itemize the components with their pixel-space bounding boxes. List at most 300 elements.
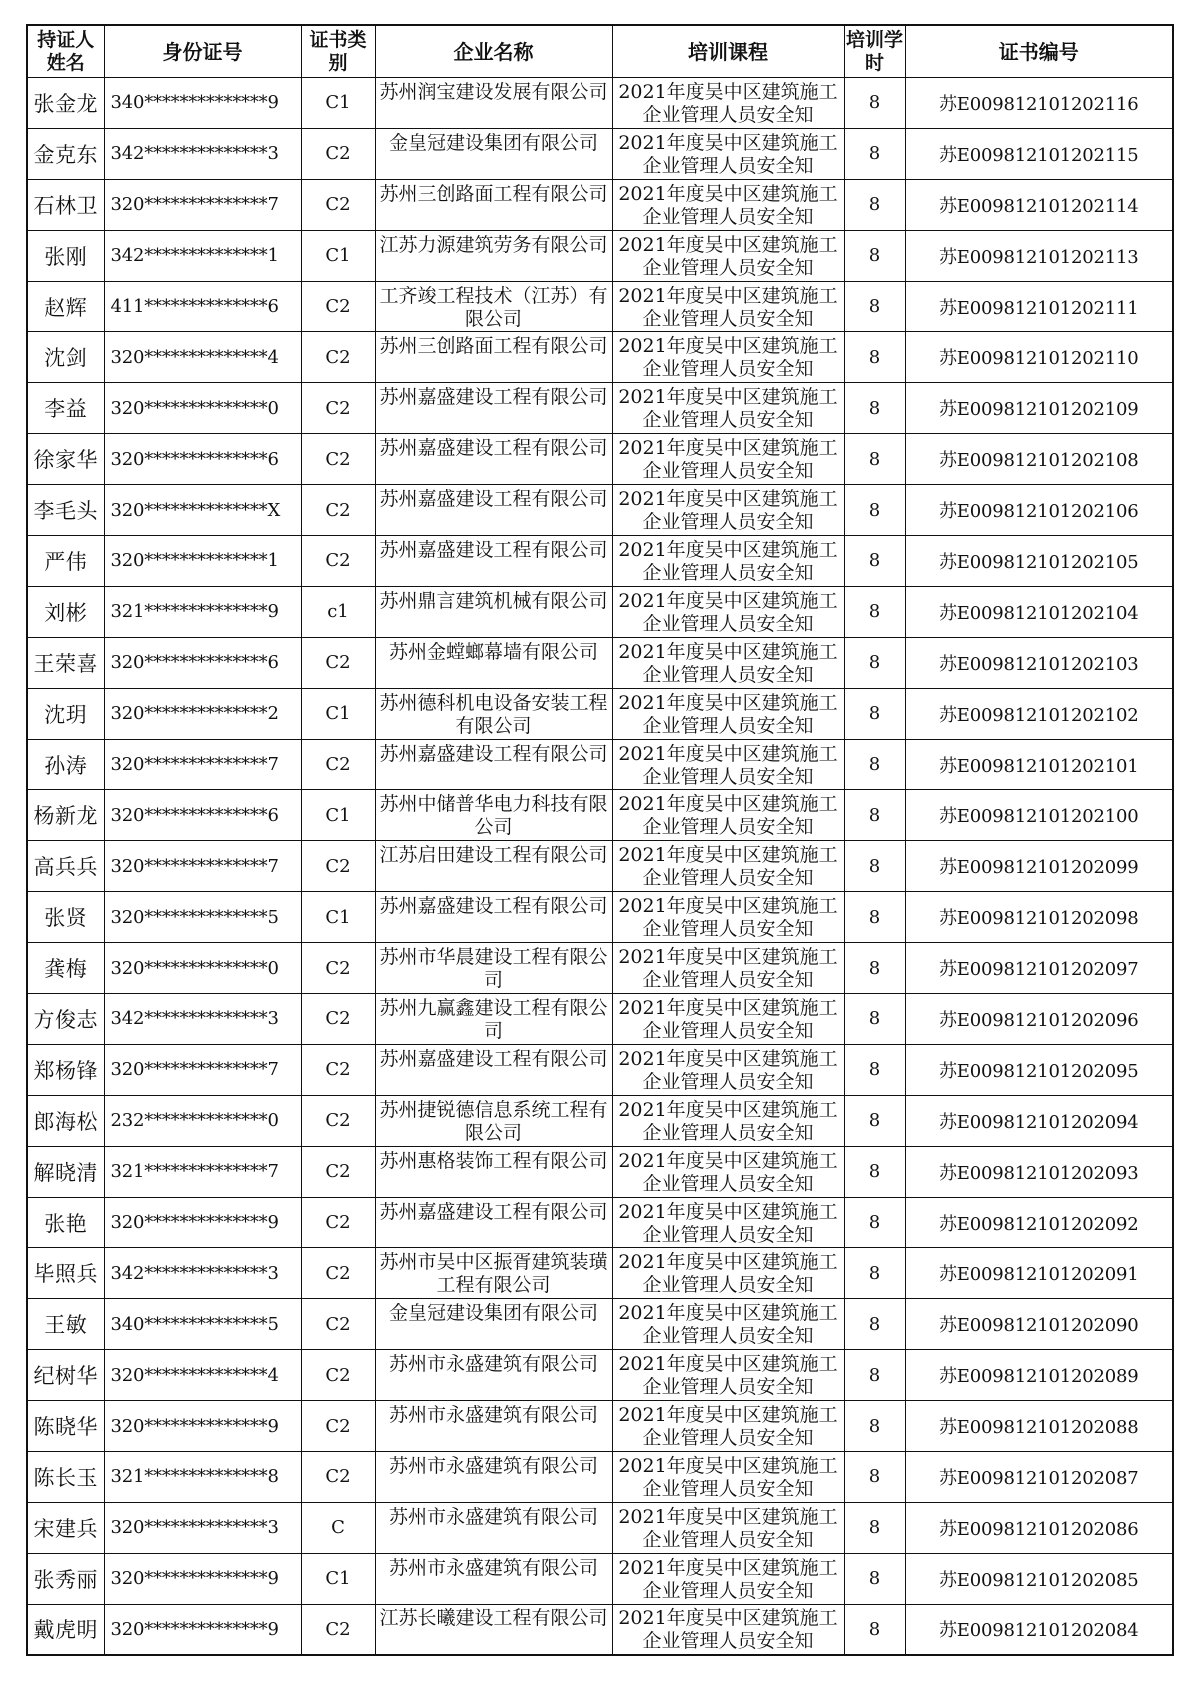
training-hours-cell: 8 [844, 1299, 905, 1350]
cert-number-cell: 苏E009812101202113 [905, 230, 1173, 281]
training-hours-cell: 8 [844, 637, 905, 688]
course-cell [612, 841, 844, 892]
table-header [27, 25, 1173, 78]
table-row [27, 434, 1173, 485]
certificate-roster-table [26, 24, 1174, 1656]
cert-type-cell: C1 [301, 688, 375, 739]
course-cell [612, 943, 844, 994]
holder-name-cell: 李益 [27, 383, 104, 434]
company-cell [375, 434, 612, 485]
cert-number-cell: 苏E009812101202114 [905, 179, 1173, 230]
company-cell-text: 苏州市永盛建筑有限公司 [388, 1454, 598, 1477]
table-row [27, 1350, 1173, 1401]
course-cell-text: 2021年度吴中区建筑施工企业管理人员安全知 [618, 284, 838, 330]
course-cell-text: 2021年度吴中区建筑施工企业管理人员安全知 [618, 691, 838, 737]
course-cell [612, 128, 844, 179]
course-cell-text: 2021年度吴中区建筑施工企业管理人员安全知 [618, 793, 838, 839]
company-cell-text: 苏州嘉盛建设工程有限公司 [379, 742, 608, 765]
cert-number-cell: 苏E009812101202116 [905, 78, 1173, 129]
id-number-cell: 320**************5 [104, 892, 301, 943]
id-number-cell: 340**************9 [104, 78, 301, 129]
holder-name-cell: 郎海松 [27, 1095, 104, 1146]
cert-type-cell: C2 [301, 1299, 375, 1350]
company-cell-text: 苏州嘉盛建设工程有限公司 [379, 538, 608, 561]
cert-number-cell: 苏E009812101202087 [905, 1452, 1173, 1503]
training-hours-cell: 8 [844, 1095, 905, 1146]
table-row [27, 943, 1173, 994]
cert-number-cell: 苏E009812101202110 [905, 332, 1173, 383]
holder-name-cell: 金克东 [27, 128, 104, 179]
company-cell [375, 586, 612, 637]
id-number-cell: 342**************3 [104, 128, 301, 179]
company-cell-text: 苏州德科机电设备安装工程有限公司 [379, 691, 608, 737]
cert-number-cell: 苏E009812101202115 [905, 128, 1173, 179]
id-number-cell: 411**************6 [104, 281, 301, 332]
training-hours-cell: 8 [844, 790, 905, 841]
id-number-cell: 320**************9 [104, 1197, 301, 1248]
cert-type-cell: C2 [301, 281, 375, 332]
id-number-cell: 342**************3 [104, 1248, 301, 1299]
header-course: 培训课程 [612, 25, 844, 78]
cert-type-cell: C2 [301, 1350, 375, 1401]
id-number-cell: 321**************8 [104, 1452, 301, 1503]
holder-name-cell: 宋建兵 [27, 1502, 104, 1553]
cert-number-cell: 苏E009812101202098 [905, 892, 1173, 943]
course-cell [612, 1146, 844, 1197]
company-cell [375, 383, 612, 434]
holder-name-cell: 毕照兵 [27, 1248, 104, 1299]
training-hours-cell: 8 [844, 434, 905, 485]
table-row [27, 1452, 1173, 1503]
holder-name-cell: 张贤 [27, 892, 104, 943]
table-row [27, 1248, 1173, 1299]
cert-type-cell: C2 [301, 1197, 375, 1248]
id-number-cell: 320**************9 [104, 1604, 301, 1655]
holder-name-cell: 陈晓华 [27, 1401, 104, 1452]
cert-number-cell: 苏E009812101202089 [905, 1350, 1173, 1401]
holder-name-cell: 郑杨锋 [27, 1044, 104, 1095]
cert-number-cell: 苏E009812101202102 [905, 688, 1173, 739]
company-cell [375, 637, 612, 688]
table-row [27, 841, 1173, 892]
cert-type-cell: C2 [301, 841, 375, 892]
company-cell-text: 苏州市永盛建筑有限公司 [388, 1556, 598, 1579]
company-cell [375, 1248, 612, 1299]
course-cell-text: 2021年度吴中区建筑施工企业管理人员安全知 [618, 1251, 838, 1297]
course-cell-text: 2021年度吴中区建筑施工企业管理人员安全知 [618, 1556, 838, 1602]
table-row [27, 892, 1173, 943]
id-number-cell: 320**************6 [104, 637, 301, 688]
cert-number-cell: 苏E009812101202097 [905, 943, 1173, 994]
training-hours-cell: 8 [844, 332, 905, 383]
course-cell [612, 536, 844, 587]
cert-type-cell: c1 [301, 586, 375, 637]
id-number-cell: 320**************4 [104, 332, 301, 383]
id-number-cell: 320**************9 [104, 1401, 301, 1452]
company-cell-text: 苏州嘉盛建设工程有限公司 [379, 1200, 608, 1223]
training-hours-cell: 8 [844, 1553, 905, 1604]
cert-number-cell: 苏E009812101202093 [905, 1146, 1173, 1197]
training-hours-cell: 8 [844, 1197, 905, 1248]
course-cell-text: 2021年度吴中区建筑施工企业管理人员安全知 [618, 946, 838, 992]
id-number-cell: 320**************9 [104, 1553, 301, 1604]
company-cell [375, 1095, 612, 1146]
course-cell [612, 688, 844, 739]
cert-type-cell: C [301, 1502, 375, 1553]
company-cell [375, 1299, 612, 1350]
cert-type-cell: C1 [301, 892, 375, 943]
cert-type-cell: C2 [301, 1095, 375, 1146]
cert-number-cell: 苏E009812101202105 [905, 536, 1173, 587]
course-cell-text: 2021年度吴中区建筑施工企业管理人员安全知 [618, 386, 838, 432]
company-cell-text: 苏州市华晨建设工程有限公司 [379, 946, 608, 992]
company-cell-text: 江苏启田建设工程有限公司 [379, 844, 608, 867]
table-row [27, 383, 1173, 434]
table-row [27, 230, 1173, 281]
course-cell-text: 2021年度吴中区建筑施工企业管理人员安全知 [618, 996, 838, 1042]
holder-name-cell: 戴虎明 [27, 1604, 104, 1655]
course-cell [612, 332, 844, 383]
id-number-cell: 340**************5 [104, 1299, 301, 1350]
table-body [27, 78, 1173, 1656]
company-cell [375, 994, 612, 1045]
cert-number-cell: 苏E009812101202088 [905, 1401, 1173, 1452]
id-number-cell: 320**************X [104, 485, 301, 536]
training-hours-cell: 8 [844, 1146, 905, 1197]
course-cell [612, 179, 844, 230]
company-cell [375, 688, 612, 739]
company-cell [375, 1401, 612, 1452]
company-cell [375, 892, 612, 943]
id-number-cell: 320**************0 [104, 383, 301, 434]
course-cell-text: 2021年度吴中区建筑施工企业管理人员安全知 [618, 1353, 838, 1399]
course-cell [612, 1553, 844, 1604]
course-cell [612, 434, 844, 485]
id-number-cell: 232**************0 [104, 1095, 301, 1146]
company-cell [375, 1197, 612, 1248]
holder-name-cell: 严伟 [27, 536, 104, 587]
cert-number-cell: 苏E009812101202094 [905, 1095, 1173, 1146]
course-cell-text: 2021年度吴中区建筑施工企业管理人员安全知 [618, 437, 838, 483]
training-hours-cell: 8 [844, 943, 905, 994]
header-id-number: 身份证号 [104, 25, 301, 78]
id-number-cell: 320**************2 [104, 688, 301, 739]
training-hours-cell: 8 [844, 1401, 905, 1452]
table-row [27, 790, 1173, 841]
company-cell-text: 苏州嘉盛建设工程有限公司 [379, 1047, 608, 1070]
header-training-hours: 培训学时 [844, 25, 905, 78]
training-hours-cell: 8 [844, 1502, 905, 1553]
training-hours-cell: 8 [844, 1044, 905, 1095]
training-hours-cell: 8 [844, 586, 905, 637]
table-row [27, 1401, 1173, 1452]
cert-number-cell: 苏E009812101202111 [905, 281, 1173, 332]
course-cell [612, 1401, 844, 1452]
course-cell-text: 2021年度吴中区建筑施工企业管理人员安全知 [618, 844, 838, 890]
cert-number-cell: 苏E009812101202091 [905, 1248, 1173, 1299]
holder-name-cell: 张金龙 [27, 78, 104, 129]
course-cell [612, 739, 844, 790]
id-number-cell: 320**************7 [104, 841, 301, 892]
course-cell-text: 2021年度吴中区建筑施工企业管理人员安全知 [618, 640, 838, 686]
course-cell [612, 790, 844, 841]
id-number-cell: 320**************6 [104, 790, 301, 841]
table-row [27, 1502, 1173, 1553]
id-number-cell: 320**************7 [104, 1044, 301, 1095]
header-cert-type: 证书类别 [301, 25, 375, 78]
cert-number-cell: 苏E009812101202106 [905, 485, 1173, 536]
holder-name-cell: 陈长玉 [27, 1452, 104, 1503]
course-cell [612, 485, 844, 536]
cert-type-cell: C2 [301, 1401, 375, 1452]
id-number-cell: 320**************6 [104, 434, 301, 485]
course-cell [612, 1248, 844, 1299]
company-cell [375, 536, 612, 587]
id-number-cell: 320**************4 [104, 1350, 301, 1401]
training-hours-cell: 8 [844, 536, 905, 587]
holder-name-cell: 龚梅 [27, 943, 104, 994]
table-row [27, 1553, 1173, 1604]
course-cell [612, 1604, 844, 1655]
company-cell [375, 1044, 612, 1095]
company-cell-text: 江苏力源建筑劳务有限公司 [379, 233, 608, 256]
course-cell-text: 2021年度吴中区建筑施工企业管理人员安全知 [618, 1302, 838, 1348]
company-cell [375, 485, 612, 536]
training-hours-cell: 8 [844, 78, 905, 129]
cert-type-cell: C2 [301, 128, 375, 179]
company-cell-text: 苏州捷锐德信息系统工程有限公司 [379, 1098, 608, 1144]
company-cell [375, 943, 612, 994]
id-number-cell: 321**************7 [104, 1146, 301, 1197]
company-cell [375, 1452, 612, 1503]
cert-type-cell: C2 [301, 1146, 375, 1197]
table-row [27, 1299, 1173, 1350]
training-hours-cell: 8 [844, 841, 905, 892]
holder-name-cell: 刘彬 [27, 586, 104, 637]
company-cell [375, 128, 612, 179]
training-hours-cell: 8 [844, 128, 905, 179]
course-cell-text: 2021年度吴中区建筑施工企业管理人员安全知 [618, 538, 838, 584]
id-number-cell: 320**************7 [104, 179, 301, 230]
training-hours-cell: 8 [844, 230, 905, 281]
table-row [27, 536, 1173, 587]
course-cell-text: 2021年度吴中区建筑施工企业管理人员安全知 [618, 1505, 838, 1551]
cert-number-cell: 苏E009812101202103 [905, 637, 1173, 688]
course-cell-text: 2021年度吴中区建筑施工企业管理人员安全知 [618, 1607, 838, 1653]
table-row [27, 179, 1173, 230]
header-company: 企业名称 [375, 25, 612, 78]
table-row [27, 78, 1173, 129]
id-number-cell: 320**************3 [104, 1502, 301, 1553]
company-cell [375, 1350, 612, 1401]
course-cell-text: 2021年度吴中区建筑施工企业管理人员安全知 [618, 1047, 838, 1093]
training-hours-cell: 8 [844, 1604, 905, 1655]
course-cell [612, 1350, 844, 1401]
holder-name-cell: 孙涛 [27, 739, 104, 790]
course-cell-text: 2021年度吴中区建筑施工企业管理人员安全知 [618, 1404, 838, 1450]
company-cell-text: 苏州三创路面工程有限公司 [379, 335, 608, 358]
company-cell [375, 332, 612, 383]
cert-number-cell: 苏E009812101202096 [905, 994, 1173, 1045]
cert-number-cell: 苏E009812101202101 [905, 739, 1173, 790]
company-cell-text: 苏州鼎言建筑机械有限公司 [379, 589, 608, 612]
course-cell [612, 383, 844, 434]
company-cell [375, 790, 612, 841]
training-hours-cell: 8 [844, 994, 905, 1045]
holder-name-cell: 石林卫 [27, 179, 104, 230]
company-cell [375, 739, 612, 790]
cert-type-cell: C1 [301, 790, 375, 841]
company-cell [375, 78, 612, 129]
company-cell [375, 281, 612, 332]
course-cell [612, 1299, 844, 1350]
holder-name-cell: 解晓清 [27, 1146, 104, 1197]
company-cell-text: 苏州嘉盛建设工程有限公司 [379, 386, 608, 409]
course-cell-text: 2021年度吴中区建筑施工企业管理人员安全知 [618, 335, 838, 381]
training-hours-cell: 8 [844, 1248, 905, 1299]
cert-number-cell: 苏E009812101202099 [905, 841, 1173, 892]
table-row [27, 637, 1173, 688]
cert-type-cell: C1 [301, 78, 375, 129]
company-cell-text: 苏州市吴中区振胥建筑装璜工程有限公司 [379, 1251, 608, 1297]
cert-number-cell: 苏E009812101202090 [905, 1299, 1173, 1350]
course-cell-text: 2021年度吴中区建筑施工企业管理人员安全知 [618, 1200, 838, 1246]
holder-name-cell: 杨新龙 [27, 790, 104, 841]
cert-type-cell: C2 [301, 332, 375, 383]
cert-number-cell: 苏E009812101202092 [905, 1197, 1173, 1248]
company-cell-text: 江苏长曦建设工程有限公司 [379, 1607, 608, 1630]
holder-name-cell: 张秀丽 [27, 1553, 104, 1604]
training-hours-cell: 8 [844, 688, 905, 739]
holder-name-cell: 纪树华 [27, 1350, 104, 1401]
cert-type-cell: C2 [301, 1044, 375, 1095]
company-cell-text: 工齐竣工程技术（江苏）有限公司 [379, 284, 608, 330]
training-hours-cell: 8 [844, 1452, 905, 1503]
course-cell [612, 1452, 844, 1503]
course-cell-text: 2021年度吴中区建筑施工企业管理人员安全知 [618, 131, 838, 177]
company-cell-text: 苏州嘉盛建设工程有限公司 [379, 488, 608, 511]
holder-name-cell: 王荣喜 [27, 637, 104, 688]
course-cell [612, 1197, 844, 1248]
cert-type-cell: C2 [301, 739, 375, 790]
training-hours-cell: 8 [844, 739, 905, 790]
company-cell-text: 苏州金螳螂幕墙有限公司 [388, 640, 598, 663]
course-cell-text: 2021年度吴中区建筑施工企业管理人员安全知 [618, 589, 838, 635]
cert-number-cell: 苏E009812101202104 [905, 586, 1173, 637]
course-cell-text: 2021年度吴中区建筑施工企业管理人员安全知 [618, 488, 838, 534]
training-hours-cell: 8 [844, 383, 905, 434]
cert-number-cell: 苏E009812101202108 [905, 434, 1173, 485]
course-cell [612, 586, 844, 637]
table-row [27, 128, 1173, 179]
training-hours-cell: 8 [844, 892, 905, 943]
company-cell-text: 苏州三创路面工程有限公司 [379, 182, 608, 205]
table-row [27, 994, 1173, 1045]
cert-type-cell: C2 [301, 1604, 375, 1655]
id-number-cell: 342**************3 [104, 994, 301, 1045]
course-cell [612, 1095, 844, 1146]
holder-name-cell: 张刚 [27, 230, 104, 281]
holder-name-cell: 高兵兵 [27, 841, 104, 892]
training-hours-cell: 8 [844, 485, 905, 536]
cert-type-cell: C2 [301, 485, 375, 536]
cert-number-cell: 苏E009812101202109 [905, 383, 1173, 434]
holder-name-cell: 徐家华 [27, 434, 104, 485]
table-row [27, 739, 1173, 790]
table-row [27, 485, 1173, 536]
cert-type-cell: C1 [301, 230, 375, 281]
cert-type-cell: C2 [301, 994, 375, 1045]
id-number-cell: 320**************0 [104, 943, 301, 994]
company-cell [375, 230, 612, 281]
cert-type-cell: C2 [301, 536, 375, 587]
cert-type-cell: C2 [301, 179, 375, 230]
cert-type-cell: C2 [301, 434, 375, 485]
cert-type-cell: C2 [301, 943, 375, 994]
course-cell-text: 2021年度吴中区建筑施工企业管理人员安全知 [618, 233, 838, 279]
holder-name-cell: 王敏 [27, 1299, 104, 1350]
company-cell-text: 苏州中储普华电力科技有限公司 [379, 793, 608, 839]
training-hours-cell: 8 [844, 281, 905, 332]
header-row [27, 25, 1173, 78]
course-cell-text: 2021年度吴中区建筑施工企业管理人员安全知 [618, 895, 838, 941]
course-cell-text: 2021年度吴中区建筑施工企业管理人员安全知 [618, 80, 838, 126]
table-row [27, 1044, 1173, 1095]
table-row [27, 1604, 1173, 1655]
course-cell [612, 892, 844, 943]
cert-number-cell: 苏E009812101202085 [905, 1553, 1173, 1604]
cert-type-cell: C2 [301, 1248, 375, 1299]
course-cell [612, 1044, 844, 1095]
holder-name-cell: 沈玥 [27, 688, 104, 739]
id-number-cell: 321**************9 [104, 586, 301, 637]
cert-type-cell: C2 [301, 637, 375, 688]
header-cert-number: 证书编号 [905, 25, 1173, 78]
cert-number-cell: 苏E009812101202086 [905, 1502, 1173, 1553]
table-row [27, 1146, 1173, 1197]
company-cell-text: 苏州市永盛建筑有限公司 [388, 1505, 598, 1528]
cert-number-cell: 苏E009812101202095 [905, 1044, 1173, 1095]
holder-name-cell: 赵辉 [27, 281, 104, 332]
company-cell-text: 金皇冠建设集团有限公司 [388, 1302, 598, 1325]
training-hours-cell: 8 [844, 1350, 905, 1401]
company-cell-text: 苏州惠格装饰工程有限公司 [379, 1149, 608, 1172]
company-cell-text: 苏州润宝建设发展有限公司 [379, 80, 608, 103]
holder-name-cell: 李毛头 [27, 485, 104, 536]
course-cell [612, 78, 844, 129]
table-row [27, 586, 1173, 637]
company-cell [375, 179, 612, 230]
holder-name-cell: 张艳 [27, 1197, 104, 1248]
cert-type-cell: C2 [301, 1452, 375, 1503]
course-cell [612, 281, 844, 332]
course-cell [612, 230, 844, 281]
table-row [27, 1197, 1173, 1248]
company-cell-text: 金皇冠建设集团有限公司 [388, 131, 598, 154]
company-cell [375, 1502, 612, 1553]
table-row [27, 1095, 1173, 1146]
company-cell-text: 苏州九赢鑫建设工程有限公司 [379, 996, 608, 1042]
id-number-cell: 342**************1 [104, 230, 301, 281]
table-row [27, 688, 1173, 739]
company-cell [375, 1604, 612, 1655]
cert-type-cell: C1 [301, 1553, 375, 1604]
cert-number-cell: 苏E009812101202084 [905, 1604, 1173, 1655]
holder-name-cell: 方俊志 [27, 994, 104, 1045]
table-row [27, 281, 1173, 332]
id-number-cell: 320**************7 [104, 739, 301, 790]
training-hours-cell: 8 [844, 179, 905, 230]
